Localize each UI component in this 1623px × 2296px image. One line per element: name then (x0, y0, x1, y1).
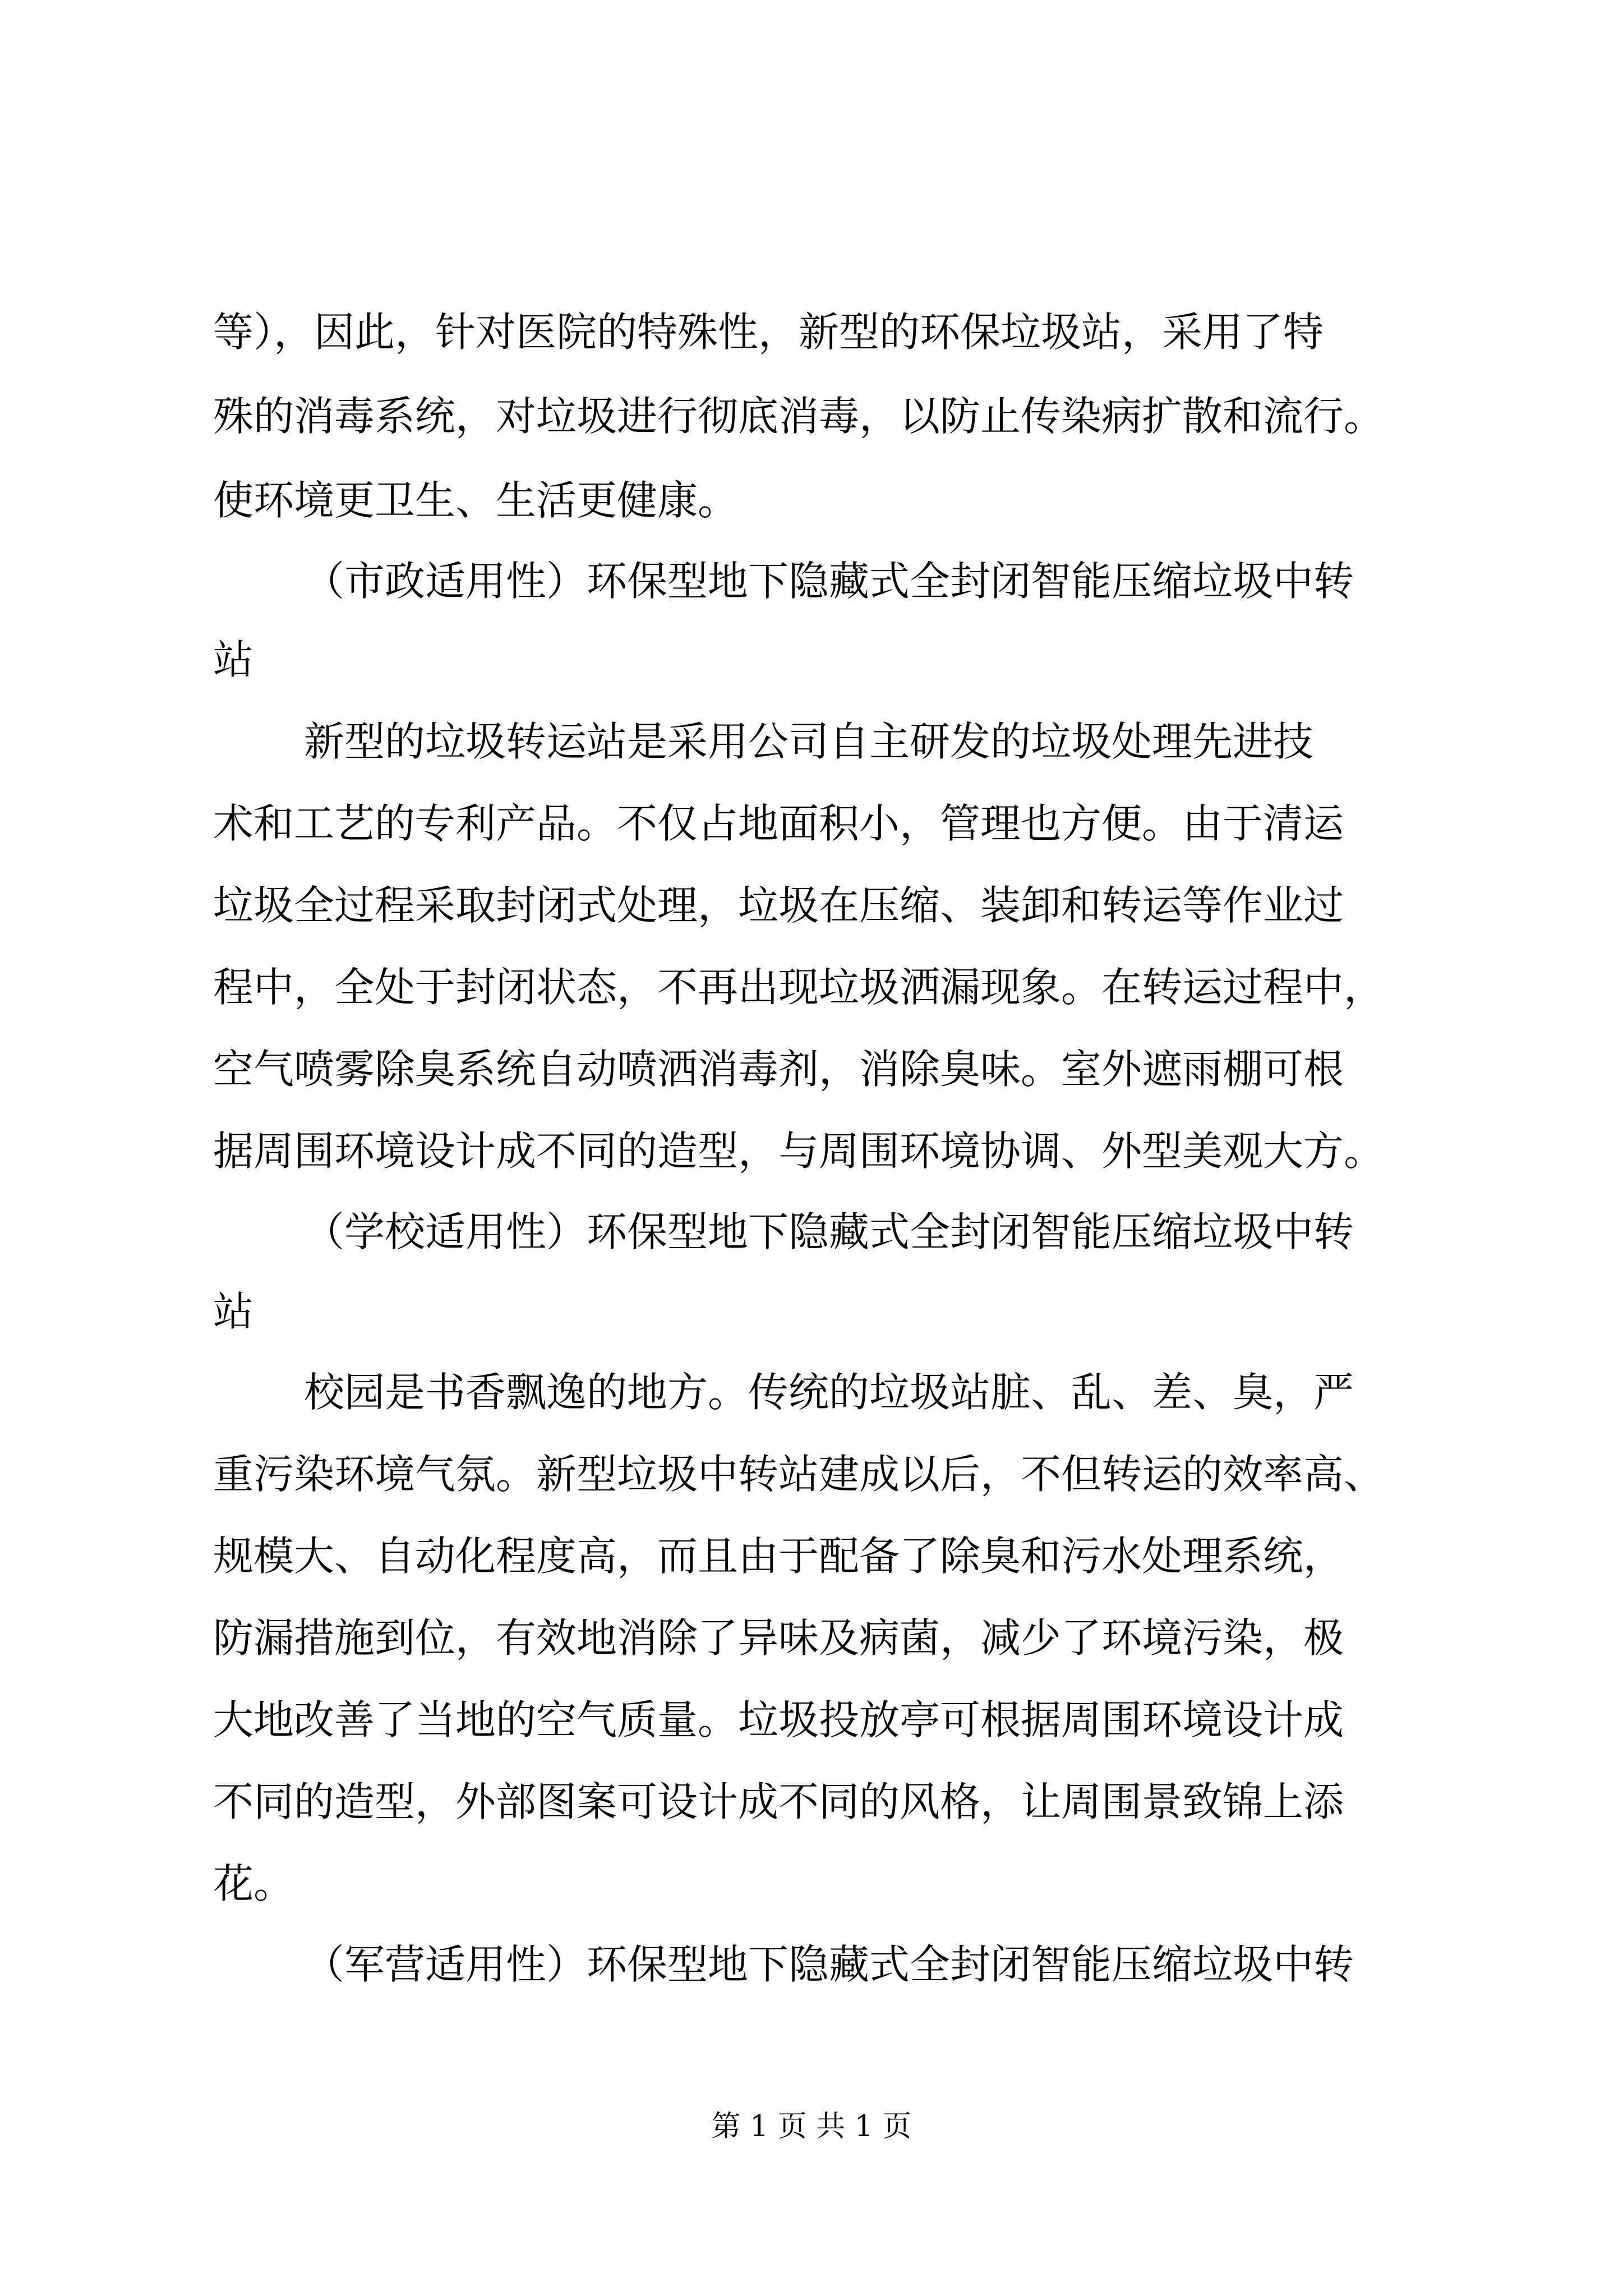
body-line: 殊的消毒系统，对垃圾进行彻底消毒，以防止传染病扩散和流行。 (213, 393, 1385, 440)
body-line: 规模大、自动化程度高，而且由于配备了除臭和污水处理系统， (213, 1533, 1344, 1580)
body-line: 防漏措施到位，有效地消除了异味及病菌，减少了环境污染，极 (213, 1614, 1344, 1662)
body-line: 校园是书香飘逸的地方。传统的垃圾站脏、乱、差、臭，严 (304, 1369, 1354, 1416)
body-line: 重污染环境气氛。新型垃圾中转站建成以后，不但转运的效率高、 (213, 1451, 1385, 1498)
section-heading-military: （军营适用性）环保型地下隐藏式全封闭智能压缩垃圾中转 (304, 1941, 1354, 1988)
section-heading-school-cont: 站 (213, 1288, 254, 1335)
body-line: 不同的造型，外部图案可设计成不同的风格，让周围景致锦上添 (213, 1778, 1344, 1825)
section-heading-school: （学校适用性）环保型地下隐藏式全封闭智能压缩垃圾中转 (304, 1208, 1354, 1255)
body-line: 垃圾全过程采取封闭式处理，垃圾在压缩、装卸和转运等作业过 (213, 882, 1344, 929)
body-line: 花。 (213, 1860, 294, 1907)
body-line: 大地改善了当地的空气质量。垃圾投放亭可根据周围环境设计成 (213, 1696, 1344, 1743)
body-line: 空气喷雾除臭系统自动喷洒消毒剂，消除臭味。室外遮雨棚可根 (213, 1046, 1344, 1093)
section-heading-municipal-cont: 站 (213, 636, 254, 683)
body-line: 新型的垃圾转运站是采用公司自主研发的垃圾处理先进技 (304, 718, 1314, 765)
page-number-footer: 第 1 页 共 1 页 (711, 2110, 912, 2143)
body-line: 程中，全处于封闭状态，不再出现垃圾洒漏现象。在转运过程中， (213, 964, 1385, 1011)
section-heading-municipal: （市政适用性）环保型地下隐藏式全封闭智能压缩垃圾中转 (304, 558, 1354, 605)
body-line: 据周围环境设计成不同的造型，与周围环境协调、外型美观大方。 (213, 1128, 1385, 1175)
body-line: 等），因此，针对医院的特殊性，新型的环保垃圾站，采用了特 (213, 309, 1324, 356)
body-line: 使环境更卫生、生活更健康。 (213, 477, 739, 524)
body-line: 术和工艺的专利产品。不仅占地面积小，管理也方便。由于清运 (213, 800, 1344, 847)
